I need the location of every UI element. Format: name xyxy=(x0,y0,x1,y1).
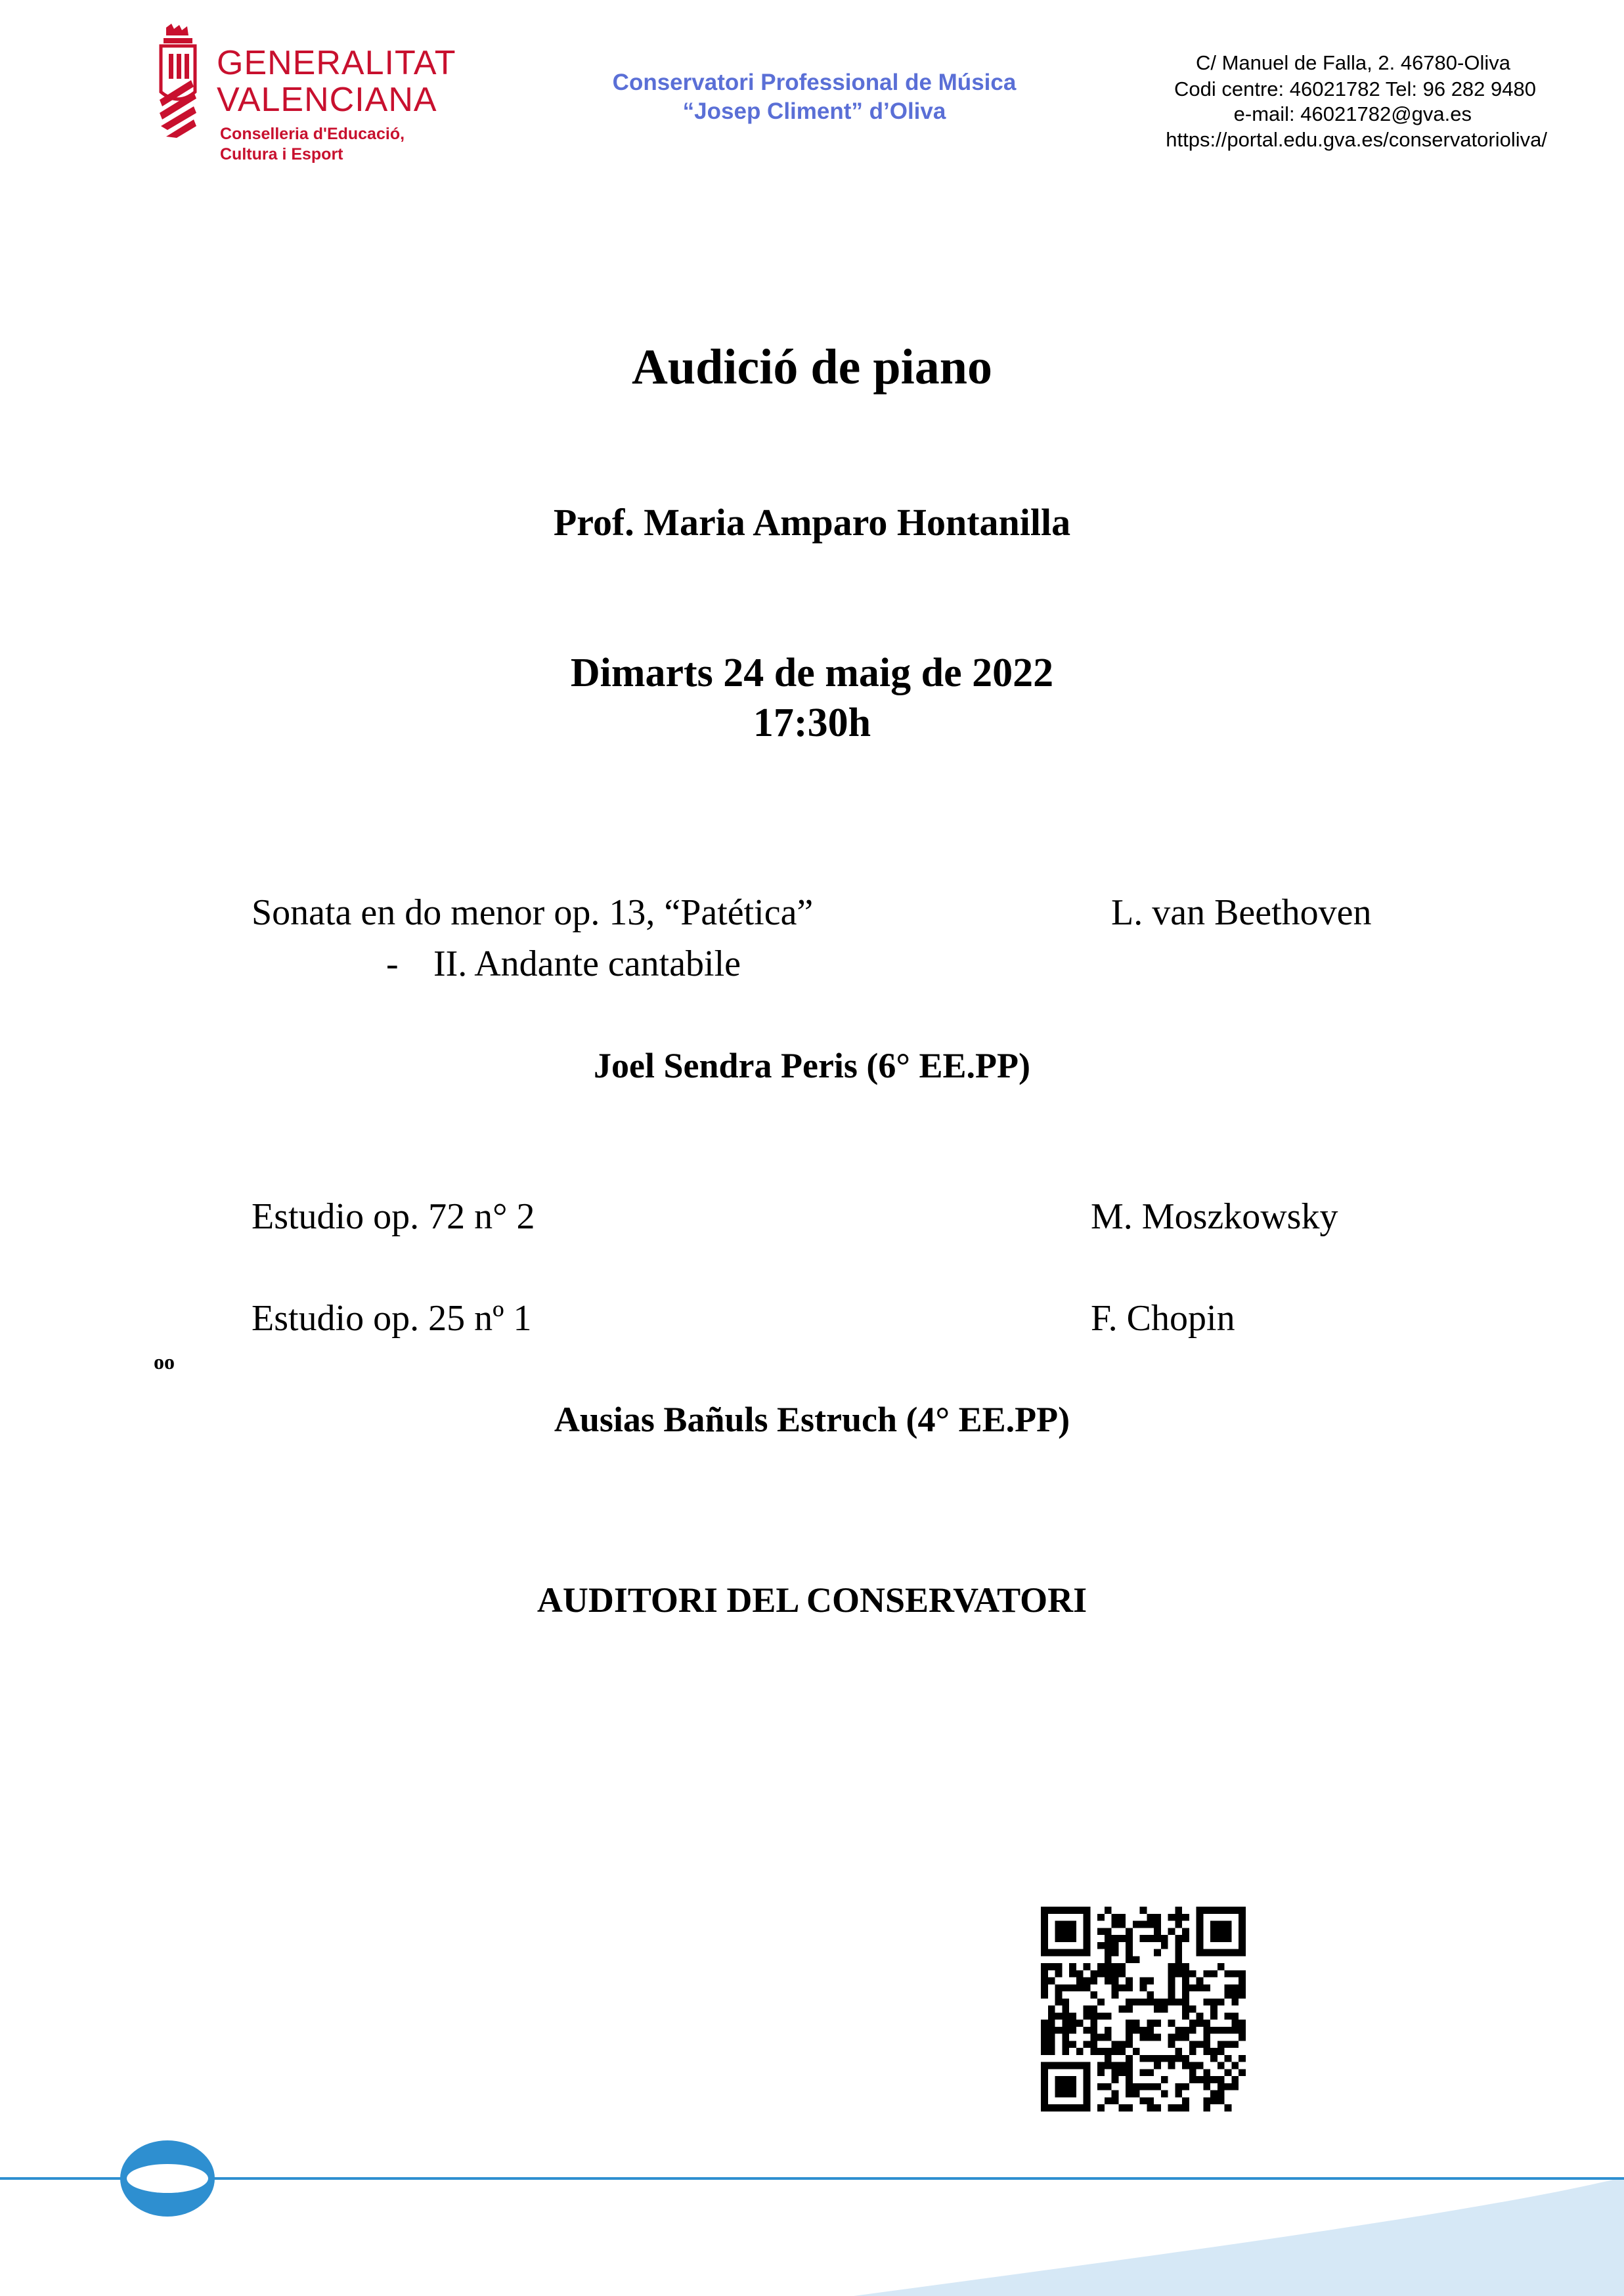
stray-mark: oo xyxy=(154,1350,175,1374)
qr-code-icon[interactable] xyxy=(1041,1907,1246,2112)
contact-codes: Codi centre: 46021782 Tel: 96 282 9480 xyxy=(1174,77,1536,100)
venue: AUDITORI DEL CONSERVATORI xyxy=(537,1580,1087,1620)
footer-decoration xyxy=(0,2114,1624,2296)
piece-3-title: Estudio op. 25 nº 1 xyxy=(252,1298,532,1339)
piece-1-movement-dash: - xyxy=(386,943,399,984)
conservatory-name-line-2: “Josep Climent” d’Oliva xyxy=(682,98,946,124)
logo-subtitle-2: Cultura i Esport xyxy=(220,145,343,163)
logo-line-2: VALENCIANA xyxy=(217,81,437,119)
piece-2-composer: M. Moszkowsky xyxy=(1091,1196,1338,1237)
piece-2-title: Estudio op. 72 n° 2 xyxy=(252,1196,535,1237)
performer-2: Ausias Bañuls Estruch (4° EE.PP) xyxy=(554,1400,1070,1439)
footer-ellipse-icon xyxy=(120,2140,215,2217)
contact-website[interactable]: https://portal.edu.gva.es/conservatorioliva/ xyxy=(1166,128,1547,151)
event-title: Audició de piano xyxy=(631,339,993,395)
piece-1-composer: L. van Beethoven xyxy=(1111,892,1372,933)
event-time: 17:30h xyxy=(753,701,871,745)
footer-wave-shape xyxy=(854,2177,1624,2296)
logo-line-1: GENERALITAT xyxy=(217,44,456,82)
performer-1: Joel Sendra Peris (6° EE.PP) xyxy=(593,1046,1030,1085)
event-date: Dimarts 24 de maig de 2022 xyxy=(570,651,1054,695)
event-professor: Prof. Maria Amparo Hontanilla xyxy=(553,501,1071,544)
piece-1-movement: II. Andante cantabile xyxy=(433,943,741,984)
contact-address: C/ Manuel de Falla, 2. 46780-Oliva xyxy=(1195,51,1510,74)
contact-email[interactable]: e-mail: 46021782@gva.es xyxy=(1233,102,1472,125)
conservatory-name-line-1: Conservatori Professional de Música xyxy=(612,70,1017,95)
piece-1-title: Sonata en do menor op. 13, “Patética” xyxy=(252,892,814,933)
logo-subtitle-1: Conselleria d'Educació, xyxy=(220,125,405,143)
piece-3-composer: F. Chopin xyxy=(1091,1298,1235,1339)
